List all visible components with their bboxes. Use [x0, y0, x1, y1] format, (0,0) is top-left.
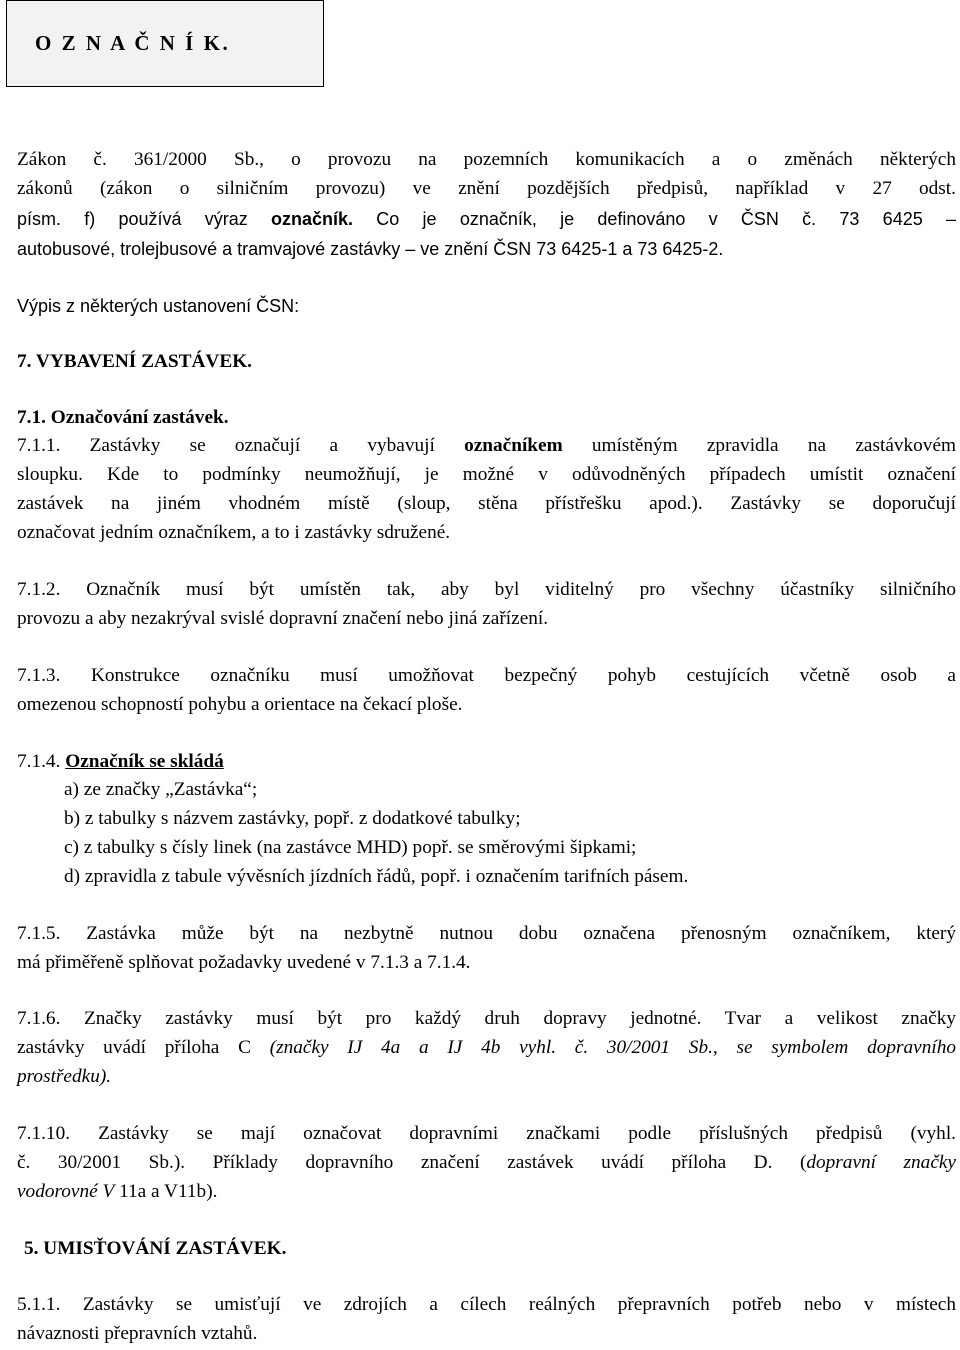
- para-7-1-1-line-4: označovat jedním označníkem, a to i zastávky sdružené.: [17, 522, 451, 543]
- title-box: [6, 0, 324, 87]
- intro-line-3: písm. f) používá výraz označník. Co je označník, je definováno v ČSN č. 73 6425 –: [17, 209, 956, 229]
- para-7-1-6-line-1: 7.1.6. Značky zastávky musí být pro každý druh dopravy jednotné. Tvar a velikost značky: [17, 1008, 956, 1029]
- section-5-heading: 5. UMISŤOVÁNÍ ZASTÁVEK.: [24, 1238, 287, 1259]
- list-item: b) z tabulky s názvem zastávky, popř. z dodatkové tabulky;: [64, 808, 521, 829]
- para-7-1-6-line-3: prostředku).: [17, 1066, 112, 1087]
- section-7-1-heading: 7.1. Označování zastávek.: [17, 407, 229, 428]
- para-7-1-4-heading: 7.1.4. Označník se skládá: [17, 751, 224, 772]
- intro-line-2: zákonů (zákon o silničním provozu) ve znění pozdějších předpisů, například v 27 odst.: [17, 178, 956, 199]
- para-7-1-10-line-1: 7.1.10. Zastávky se mají označovat dopravními značkami podle příslušných předpisů (vyhl.: [17, 1123, 956, 1144]
- list-item: c) z tabulky s čísly linek (na zastávce MHD) popř. se směrovými šipkami;: [64, 837, 637, 858]
- para-7-1-5-line-1: 7.1.5. Zastávka může být na nezbytně nutnou dobu označena přenosným označníkem, který: [17, 923, 956, 944]
- para-7-1-2-line-1: 7.1.2. Označník musí být umístěn tak, aby byl viditelný pro všechny účastníky silničního: [17, 579, 956, 600]
- para-7-1-1-line-3: zastávek na jiném vhodném místě (sloup, stěna přístřešku apod.). Zastávky se doporučují: [17, 493, 956, 514]
- para-7-1-10-line-3: vodorovné V 11a a V11b).: [17, 1181, 218, 1202]
- para-7-1-1-line-2: sloupku. Kde to podmínky neumožňují, je možné v odůvodněných případech umístit označení: [17, 464, 956, 485]
- para-5-1-1-line-2: návaznosti přepravních vztahů.: [17, 1323, 258, 1344]
- para-5-1-1-line-1: 5.1.1. Zastávky se umisťují ve zdrojích a cílech reálných přepravních potřeb nebo v místech: [17, 1294, 956, 1315]
- page-title: O Z N A Č N Í K.: [35, 31, 231, 55]
- section-7-heading: 7. VYBAVENÍ ZASTÁVEK.: [17, 351, 253, 372]
- list-item: a) ze značky „Zastávka“;: [64, 779, 258, 800]
- para-7-1-10-line-2: č. 30/2001 Sb.). Příklady dopravního značení zastávek uvádí příloha D. (dopravní značky: [17, 1152, 956, 1173]
- term-oznacnik: označník.: [271, 209, 354, 229]
- para-7-1-2-line-2: provozu a aby nezakrýval svislé dopravní značení nebo jiná zařízení.: [17, 608, 549, 629]
- intro-line-4: autobusové, trolejbusové a tramvajové zastávky – ve znění ČSN 73 6425-1 a 73 6425-2.: [17, 239, 724, 259]
- list-item: d) zpravidla z tabule vývěsních jízdních řádů, popř. i označením tarifních pásem.: [64, 866, 689, 887]
- para-7-1-6-line-2: zastávky uvádí příloha C (značky IJ 4a a IJ 4b vyhl. č. 30/2001 Sb., se symbolem dopravního: [17, 1037, 956, 1058]
- para-7-1-3-line-2: omezenou schopností pohybu a orientace na čekací ploše.: [17, 694, 463, 715]
- intro-line-5: Výpis z některých ustanovení ČSN:: [17, 296, 300, 316]
- para-7-1-1-line-1: 7.1.1. Zastávky se označují a vybavují označníkem umístěným zpravidla na zastávkovém: [17, 435, 956, 456]
- para-7-1-3-line-1: 7.1.3. Konstrukce označníku musí umožňovat bezpečný pohyb cestujících včetně osob a: [17, 665, 956, 686]
- para-7-1-5-line-2: má přiměřeně splňovat požadavky uvedené v 7.1.3 a 7.1.4.: [17, 952, 471, 973]
- intro-line-1: Zákon č. 361/2000 Sb., o provozu na pozemních komunikacích a o změnách některých: [17, 149, 956, 170]
